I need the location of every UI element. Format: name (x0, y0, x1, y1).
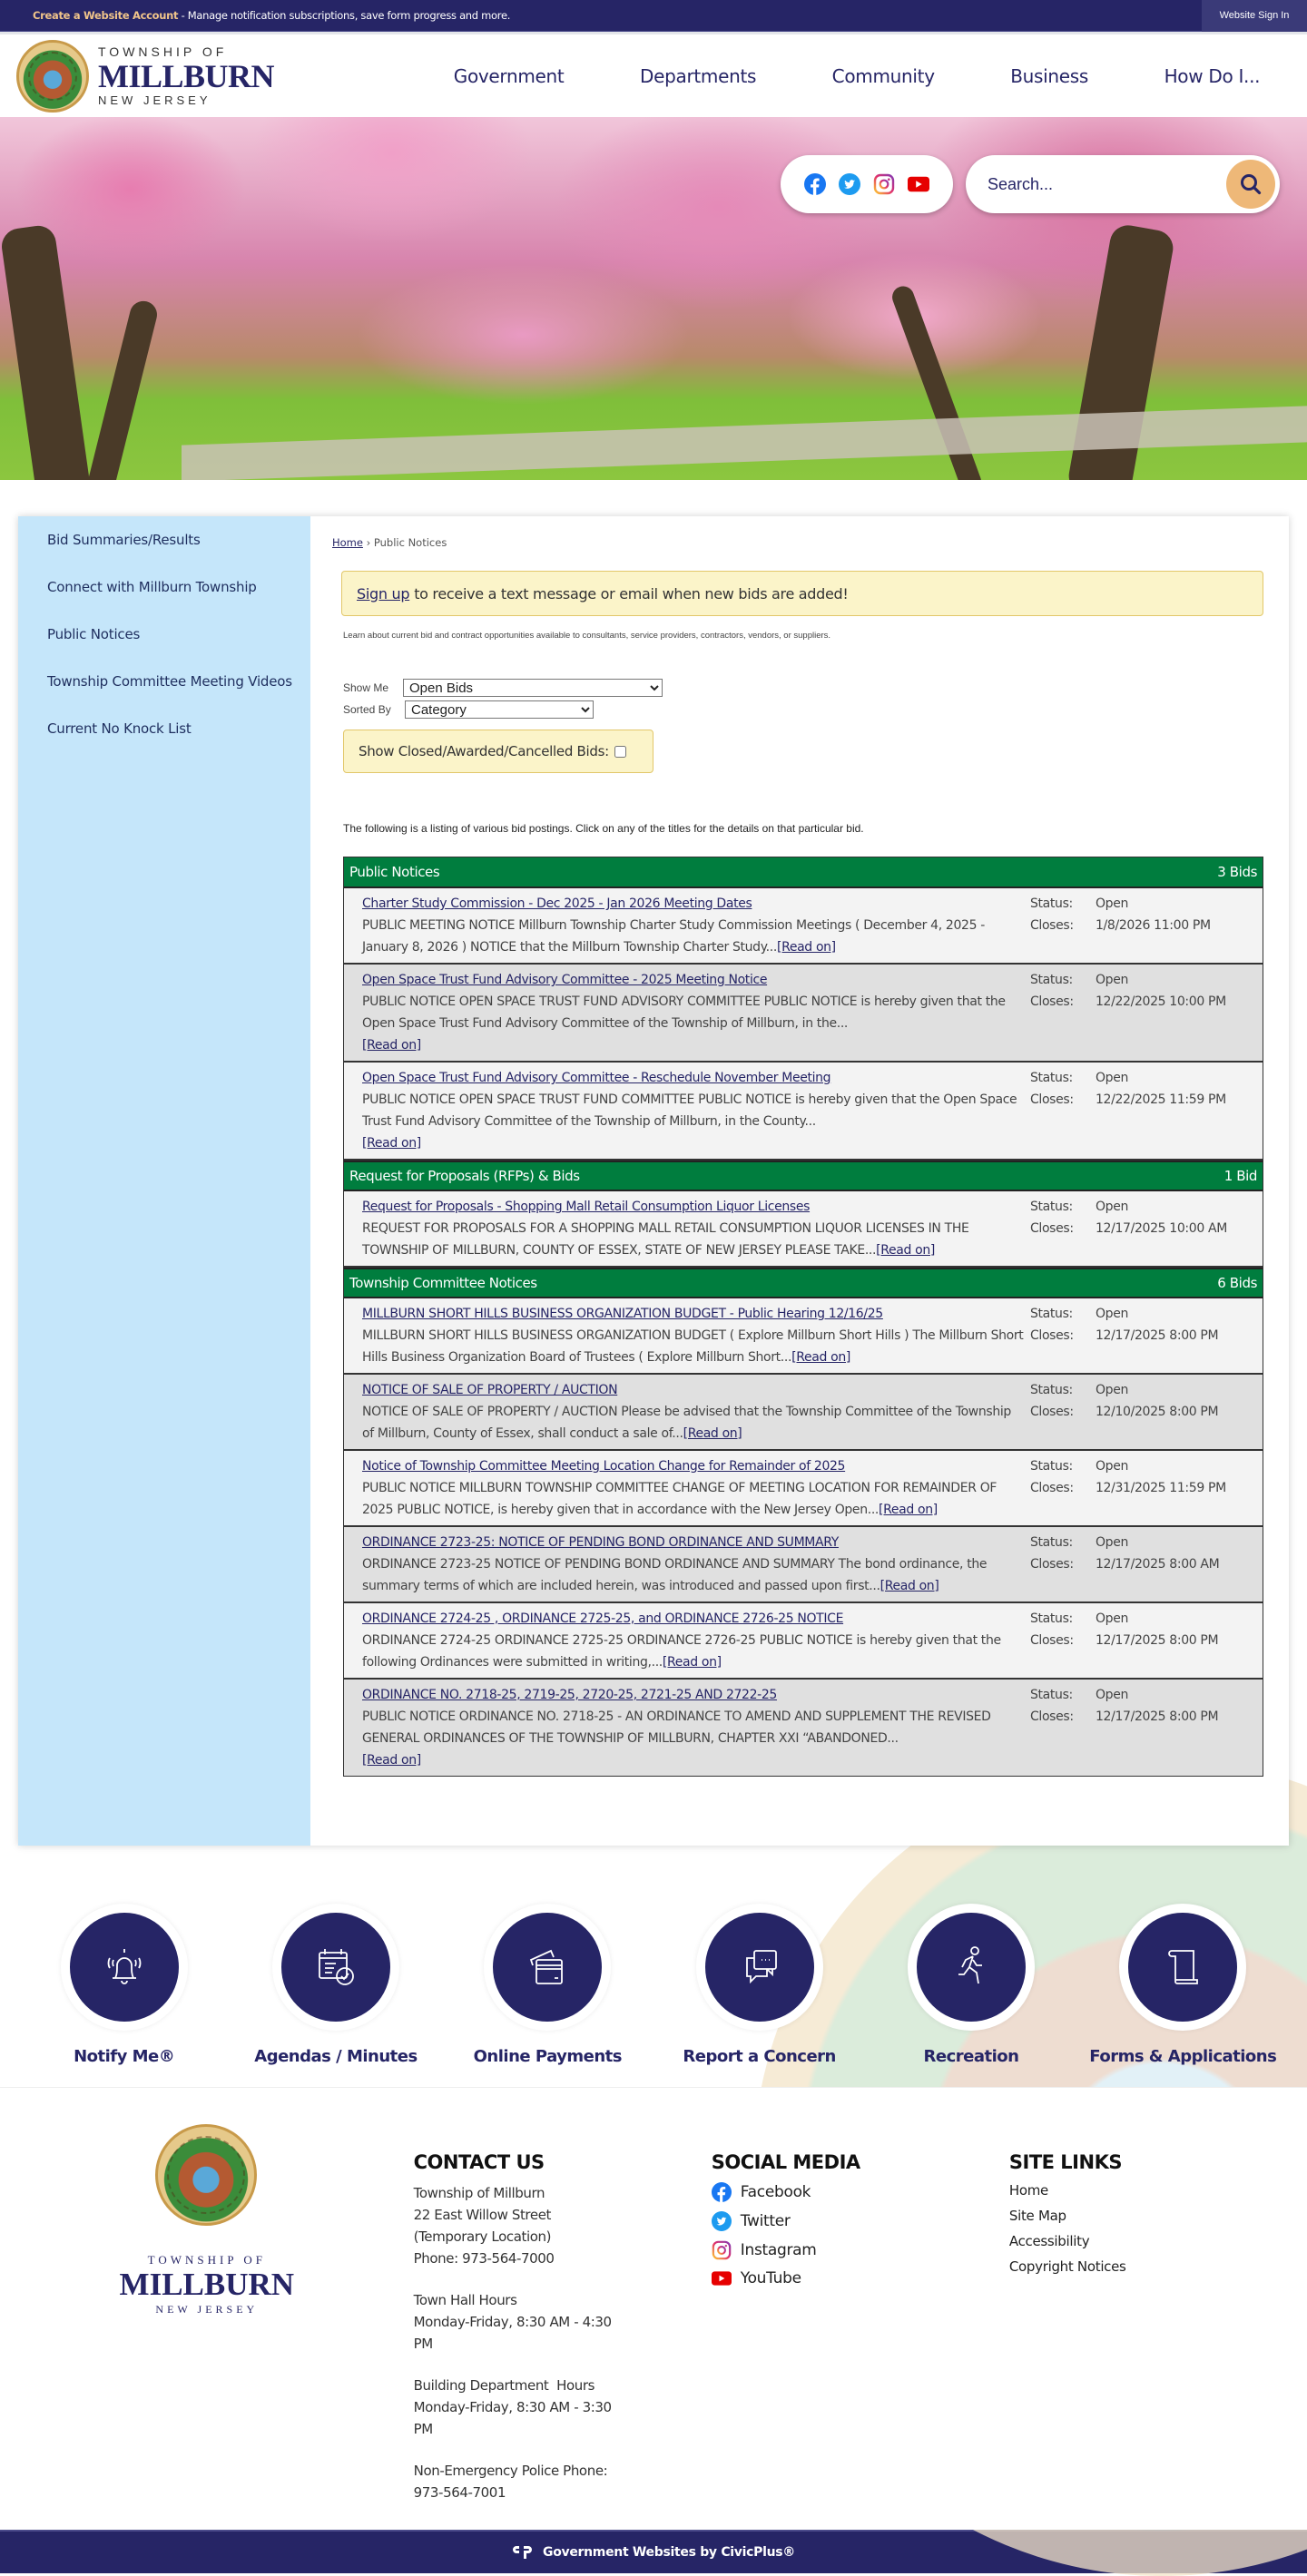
breadcrumb-separator: › (362, 536, 374, 549)
closes-label: Closes: (1030, 1557, 1074, 1572)
category-header (344, 1161, 1263, 1191)
breadcrumb (332, 536, 1263, 549)
quick-link-recreation[interactable] (871, 1904, 1071, 2087)
bid-listing (343, 857, 1263, 1777)
site-link-home[interactable]: Home (1008, 2182, 1048, 2199)
bid-row (344, 1191, 1263, 1268)
search-box (966, 155, 1280, 213)
town-hall-heading: Town Hall Hours (413, 2292, 517, 2308)
twitter-icon (712, 2211, 732, 2231)
bid-summary: NOTICE OF SALE OF PROPERTY / AUCTION Please be advised that the Township Committee of the Township of Millburn, County of Essex, shall conduct a sale of... (362, 1405, 1011, 1441)
social-label: Instagram (740, 2241, 817, 2259)
social-label: Twitter (740, 2212, 791, 2230)
sidebar-item-public-notices[interactable]: Public Notices (47, 626, 141, 642)
status-label: Status: (1030, 1307, 1073, 1321)
tree-trunk-decor (85, 299, 160, 480)
status-value: Open (1096, 1688, 1128, 1702)
closes-label: Closes: (1030, 1633, 1074, 1648)
bid-row (344, 888, 1263, 965)
bid-title-link[interactable]: ORDINANCE NO. 2718-25, 2719-25, 2720-25, 2721-25 AND 2722-25 (362, 1688, 777, 1702)
show-me-label: Show Me (343, 681, 389, 694)
show-closed-box (343, 730, 654, 773)
main-content (310, 516, 1289, 1846)
site-link-site-map[interactable]: Site Map (1008, 2208, 1066, 2224)
quick-link-label: Report a Concern (683, 2047, 836, 2066)
logo-line-3: NEW JERSEY (98, 93, 211, 107)
contact-phone: Phone: 973-564-7000 (413, 2250, 555, 2267)
social-links (781, 155, 953, 213)
calendar-check-icon (307, 1938, 365, 1996)
quick-links (0, 1846, 1307, 2087)
status-value: Open (1096, 1383, 1128, 1397)
closes-label: Closes: (1030, 994, 1074, 1009)
status-label: Status: (1030, 1459, 1073, 1474)
category-count: 3 Bids (1217, 864, 1257, 880)
instagram-icon (712, 2240, 732, 2260)
category-name: Public Notices (349, 864, 440, 880)
police-label: Non-Emergency Police Phone: (413, 2463, 608, 2479)
bid-row (344, 1680, 1263, 1776)
township-seal-icon (155, 2124, 257, 2226)
read-on-link[interactable]: [Read on] (362, 1038, 421, 1053)
status-value: Open (1096, 1307, 1128, 1321)
sidebar-nav (18, 516, 310, 1846)
category-count: 6 Bids (1217, 1275, 1257, 1291)
bid-row (344, 1375, 1263, 1451)
sidebar-item-committee-videos[interactable]: Township Committee Meeting Videos (47, 673, 292, 690)
bid-summary: PUBLIC NOTICE MILLBURN TOWNSHIP COMMITTEE CHANGE OF MEETING LOCATION FOR REMAINDER OF 2025 PUBLIC NOTICE, is hereby given that in accordance with the New Jersey Open... (362, 1481, 997, 1517)
quick-link-label: Recreation (923, 2047, 1019, 2066)
read-on-link[interactable]: [Read on] (683, 1426, 742, 1441)
quick-link-label: Forms & Applications (1089, 2047, 1277, 2066)
civicplus-link[interactable]: Government Websites by CivicPlus® (543, 2545, 795, 2560)
footer-logo (0, 2124, 414, 2493)
breadcrumb-current: Public Notices (373, 536, 447, 549)
status-label: Status: (1030, 1071, 1073, 1085)
nav-government[interactable]: Government (453, 64, 565, 87)
listing-note: The following is a listing of various bid postings. Click on any of the titles for the details on that particular bid. (343, 822, 864, 835)
closes-value: 12/17/2025 8:00 PM (1096, 1709, 1219, 1724)
bid-summary: PUBLIC MEETING NOTICE Millburn Township Charter Study Commission Meetings ( December 4, 2025 - January 8, 2026 ) NOTICE that the Millburn Township Charter Study... (362, 918, 985, 955)
status-label: Status: (1030, 973, 1073, 987)
category-name: Township Committee Notices (349, 1275, 537, 1291)
category-header (344, 1268, 1263, 1298)
quick-link-online-payments[interactable] (447, 1904, 647, 2087)
running-person-icon (942, 1938, 1000, 1996)
footer-logo-line-2: MILLBURN (119, 2267, 295, 2302)
park-path-decor (182, 406, 1307, 480)
town-hall-hours: Monday-Friday, 8:30 AM - 4:30 PM (413, 2314, 612, 2352)
content-area (0, 480, 1307, 2087)
status-value: Open (1096, 1459, 1128, 1474)
category-header (344, 857, 1263, 888)
footer-facebook-link[interactable] (712, 2182, 1009, 2202)
read-on-link[interactable]: [Read on] (362, 1753, 421, 1768)
social-heading: SOCIAL MEDIA (711, 2151, 860, 2173)
closes-value: 12/31/2025 11:59 PM (1096, 1481, 1226, 1495)
top-bar (0, 0, 1307, 32)
category-count: 1 Bid (1223, 1168, 1257, 1184)
footer-youtube-link[interactable] (712, 2269, 1009, 2287)
site-links (1009, 2124, 1307, 2493)
twitter-icon[interactable] (839, 173, 860, 195)
youtube-icon[interactable] (908, 173, 929, 195)
read-on-link[interactable]: [Read on] (362, 1136, 421, 1151)
closes-value: 12/17/2025 8:00 PM (1096, 1633, 1219, 1648)
bid-title-link[interactable]: Request for Proposals - Shopping Mall Retail Consumption Liquor Licenses (362, 1200, 811, 1214)
closes-label: Closes: (1030, 1481, 1074, 1495)
social-label: Facebook (740, 2183, 811, 2201)
sorted-by-label: Sorted By (343, 703, 391, 716)
bid-title-link[interactable]: Open Space Trust Fund Advisory Committee - 2025 Meeting Notice (362, 973, 768, 987)
bid-summary: MILLBURN SHORT HILLS BUSINESS ORGANIZATION BUDGET ( Explore Millburn Short Hills ) The Millburn Short Hills Business Organization Board of Trustees ( Explore Millburn Short... (362, 1328, 1024, 1365)
bid-row (344, 1298, 1263, 1375)
quick-link-notify-me[interactable] (25, 1904, 224, 2087)
status-label: Status: (1030, 1200, 1073, 1214)
bid-row (344, 1527, 1263, 1603)
bid-row (344, 1063, 1263, 1161)
closes-label: Closes: (1030, 1709, 1074, 1724)
intro-text: Learn about current bid and contract opportunities available to consultants, service providers, contractors, vendors, or suppliers. (343, 631, 831, 641)
status-value: Open (1096, 1200, 1128, 1214)
footer-logo-line-1: TOWNSHIP OF (147, 2253, 266, 2267)
bid-title-link[interactable]: Open Space Trust Fund Advisory Committee - Reschedule November Meeting (362, 1071, 831, 1085)
site-footer (0, 2087, 1307, 2530)
closes-value: 12/22/2025 10:00 PM (1096, 994, 1226, 1009)
quick-link-label: Online Payments (473, 2047, 622, 2066)
contact-us (413, 2124, 712, 2501)
category-name: Request for Proposals (RFPs) & Bids (349, 1168, 580, 1184)
bid-title-link[interactable]: ORDINANCE 2723-25: NOTICE OF PENDING BOND ORDINANCE AND SUMMARY (362, 1535, 839, 1550)
closes-label: Closes: (1030, 1221, 1074, 1236)
quick-link-report-concern[interactable] (660, 1904, 860, 2087)
closes-label: Closes: (1030, 1405, 1074, 1419)
status-label: Status: (1030, 1535, 1073, 1550)
read-on-link[interactable]: [Read on] (879, 1503, 938, 1517)
quick-link-label: Agendas / Minutes (254, 2047, 418, 2066)
nav-community[interactable]: Community (831, 64, 935, 87)
show-me-select[interactable] (403, 679, 663, 697)
nav-business[interactable]: Business (1010, 64, 1089, 87)
main-nav (416, 65, 1307, 87)
read-on-link[interactable]: [Read on] (791, 1350, 850, 1365)
civicplus-logo-icon (512, 2544, 534, 2561)
closes-value: 12/17/2025 10:00 AM (1096, 1221, 1227, 1236)
logo-text (98, 45, 274, 106)
create-account-link[interactable]: Create a Website Account (33, 9, 179, 22)
bid-title-link[interactable]: Charter Study Commission - Dec 2025 - Jan 2026 Meeting Dates (362, 896, 752, 911)
signup-link[interactable]: Sign up (357, 584, 410, 602)
status-value: Open (1096, 896, 1128, 911)
signup-text: to receive a text message or email when new bids are added! (414, 584, 849, 602)
bid-summary: PUBLIC NOTICE ORDINANCE NO. 2718-25 - AN ORDINANCE TO AMEND AND SUPPLEMENT THE REVISED GENERAL ORDINANCES OF THE TOWNSHIP OF MILLBURN, CHAPTER XXI “ABANDONED... (362, 1709, 991, 1746)
read-on-link[interactable]: [Read on] (776, 940, 836, 955)
search-button[interactable] (1226, 160, 1275, 209)
account-message-text: - Manage notification subscriptions, save form progress and more. (178, 9, 511, 22)
nav-departments[interactable]: Departments (640, 64, 757, 87)
bid-filters (343, 677, 1263, 720)
closes-value: 12/17/2025 8:00 AM (1096, 1557, 1220, 1572)
closes-value: 12/22/2025 11:59 PM (1096, 1092, 1226, 1107)
bid-summary: PUBLIC NOTICE OPEN SPACE TRUST FUND ADVISORY COMMITTEE PUBLIC NOTICE is hereby given that the Open Space Trust Fund Advisory Committee of the Township of Millburn, in the... (362, 994, 1006, 1031)
bid-title-link[interactable]: Notice of Township Committee Meeting Location Change for Remainder of 2025 (362, 1459, 846, 1474)
sidebar-item-no-knock-list[interactable]: Current No Knock List (47, 720, 192, 737)
site-links-heading: SITE LINKS (1008, 2151, 1122, 2173)
logo-line-1: TOWNSHIP OF (98, 44, 228, 59)
status-label: Status: (1030, 1611, 1073, 1626)
closes-value: 12/10/2025 8:00 PM (1096, 1405, 1219, 1419)
bid-row (344, 965, 1263, 1063)
bid-title-link[interactable]: ORDINANCE 2724-25 , ORDINANCE 2725-25, and ORDINANCE 2726-25 NOTICE (362, 1611, 844, 1626)
show-closed-label: Show Closed/Awarded/Cancelled Bids: (359, 743, 609, 759)
bid-row (344, 1451, 1263, 1527)
chat-bubbles-icon (731, 1938, 789, 1996)
signup-banner (341, 571, 1263, 616)
site-link-copyright[interactable]: Copyright Notices (1008, 2258, 1126, 2275)
instagram-icon[interactable] (873, 173, 895, 195)
search-input[interactable] (988, 175, 1226, 194)
hero-banner (0, 117, 1307, 480)
contact-street: 22 East Willow Street (413, 2207, 552, 2223)
closes-label: Closes: (1030, 918, 1074, 933)
contact-note: (Temporary Location) (413, 2228, 552, 2245)
bell-icon (95, 1938, 153, 1996)
social-media (712, 2124, 1009, 2493)
township-seal-icon (16, 40, 89, 113)
site-link-accessibility[interactable]: Accessibility (1008, 2233, 1090, 2249)
footer-twitter-link[interactable] (712, 2211, 1009, 2231)
status-value: Open (1096, 1535, 1128, 1550)
closes-value: 1/8/2026 11:00 PM (1096, 918, 1211, 933)
site-header (0, 32, 1307, 117)
contact-heading: CONTACT US (413, 2151, 545, 2173)
building-hours: Monday-Friday, 8:30 AM - 3:30 PM (413, 2399, 612, 2437)
bid-summary: REQUEST FOR PROPOSALS FOR A SHOPPING MALL RETAIL CONSUMPTION LIQUOR LICENSES IN THE TOWNSHIP OF MILLBURN, COUNTY OF ESSEX, STATE OF NEW JERSEY PLEASE TAKE... (362, 1221, 969, 1258)
content-card (18, 516, 1289, 1846)
scroll-icon (1154, 1938, 1212, 1996)
status-label: Status: (1030, 896, 1073, 911)
sorted-by-select[interactable] (405, 700, 594, 719)
facebook-icon (712, 2182, 732, 2202)
breadcrumb-home[interactable]: Home (332, 536, 363, 549)
footer-logo-line-3: NEW JERSEY (155, 2302, 259, 2316)
logo-line-2: MILLBURN (98, 58, 275, 94)
footer-instagram-link[interactable] (712, 2240, 1009, 2260)
quick-link-forms[interactable] (1083, 1904, 1282, 2087)
status-label: Status: (1030, 1688, 1073, 1702)
contact-name: Township of Millburn (413, 2185, 545, 2201)
youtube-icon (712, 2270, 732, 2287)
quick-link-label: Notify Me® (74, 2047, 175, 2066)
status-label: Status: (1030, 1383, 1073, 1397)
read-on-link[interactable]: [Read on] (662, 1655, 722, 1670)
sidebar-item-bid-summaries[interactable]: Bid Summaries/Results (47, 532, 201, 548)
tree-trunk-decor (0, 223, 92, 480)
bid-title-link[interactable]: NOTICE OF SALE OF PROPERTY / AUCTION (362, 1383, 618, 1397)
account-message (33, 9, 510, 22)
bid-row (344, 1603, 1263, 1680)
bid-summary: ORDINANCE 2724-25 ORDINANCE 2725-25 ORDINANCE 2726-25 PUBLIC NOTICE is hereby given that the following Ordinances were submitted in writing,... (362, 1633, 1001, 1670)
quick-link-agendas[interactable] (236, 1904, 436, 2087)
bid-summary: PUBLIC NOTICE OPEN SPACE TRUST FUND COMMITTEE PUBLIC NOTICE is hereby given that the Open Space Trust Fund Advisory Committee of the Township of Millburn, in the County... (362, 1092, 1017, 1129)
bid-summary: ORDINANCE 2723-25 NOTICE OF PENDING BOND ORDINANCE AND SUMMARY The bond ordinance, the summary terms of which are included herein, was introduced and passed upon first... (362, 1557, 988, 1593)
closes-label: Closes: (1030, 1328, 1074, 1343)
status-value: Open (1096, 1071, 1128, 1085)
police-phone: 973-564-7001 (413, 2484, 506, 2501)
read-on-link[interactable]: [Read on] (876, 1243, 935, 1258)
site-logo[interactable] (16, 40, 416, 113)
bid-title-link[interactable]: MILLBURN SHORT HILLS BUSINESS ORGANIZATION BUDGET - Public Hearing 12/16/25 (362, 1307, 883, 1321)
credit-card-icon (518, 1938, 576, 1996)
show-closed-checkbox[interactable] (614, 746, 626, 758)
search-icon (1239, 172, 1263, 196)
closes-label: Closes: (1030, 1092, 1074, 1107)
nav-how-do-i[interactable]: How Do I... (1164, 64, 1261, 87)
sidebar-item-connect[interactable]: Connect with Millburn Township (47, 579, 257, 595)
status-value: Open (1096, 973, 1128, 987)
website-sign-in-button[interactable]: Website Sign In (1202, 0, 1307, 32)
read-on-link[interactable]: [Read on] (880, 1579, 939, 1593)
building-heading: Building Department Hours (413, 2377, 595, 2394)
facebook-icon[interactable] (804, 173, 826, 195)
social-label: YouTube (740, 2269, 801, 2287)
status-value: Open (1096, 1611, 1128, 1626)
closes-value: 12/17/2025 8:00 PM (1096, 1328, 1219, 1343)
